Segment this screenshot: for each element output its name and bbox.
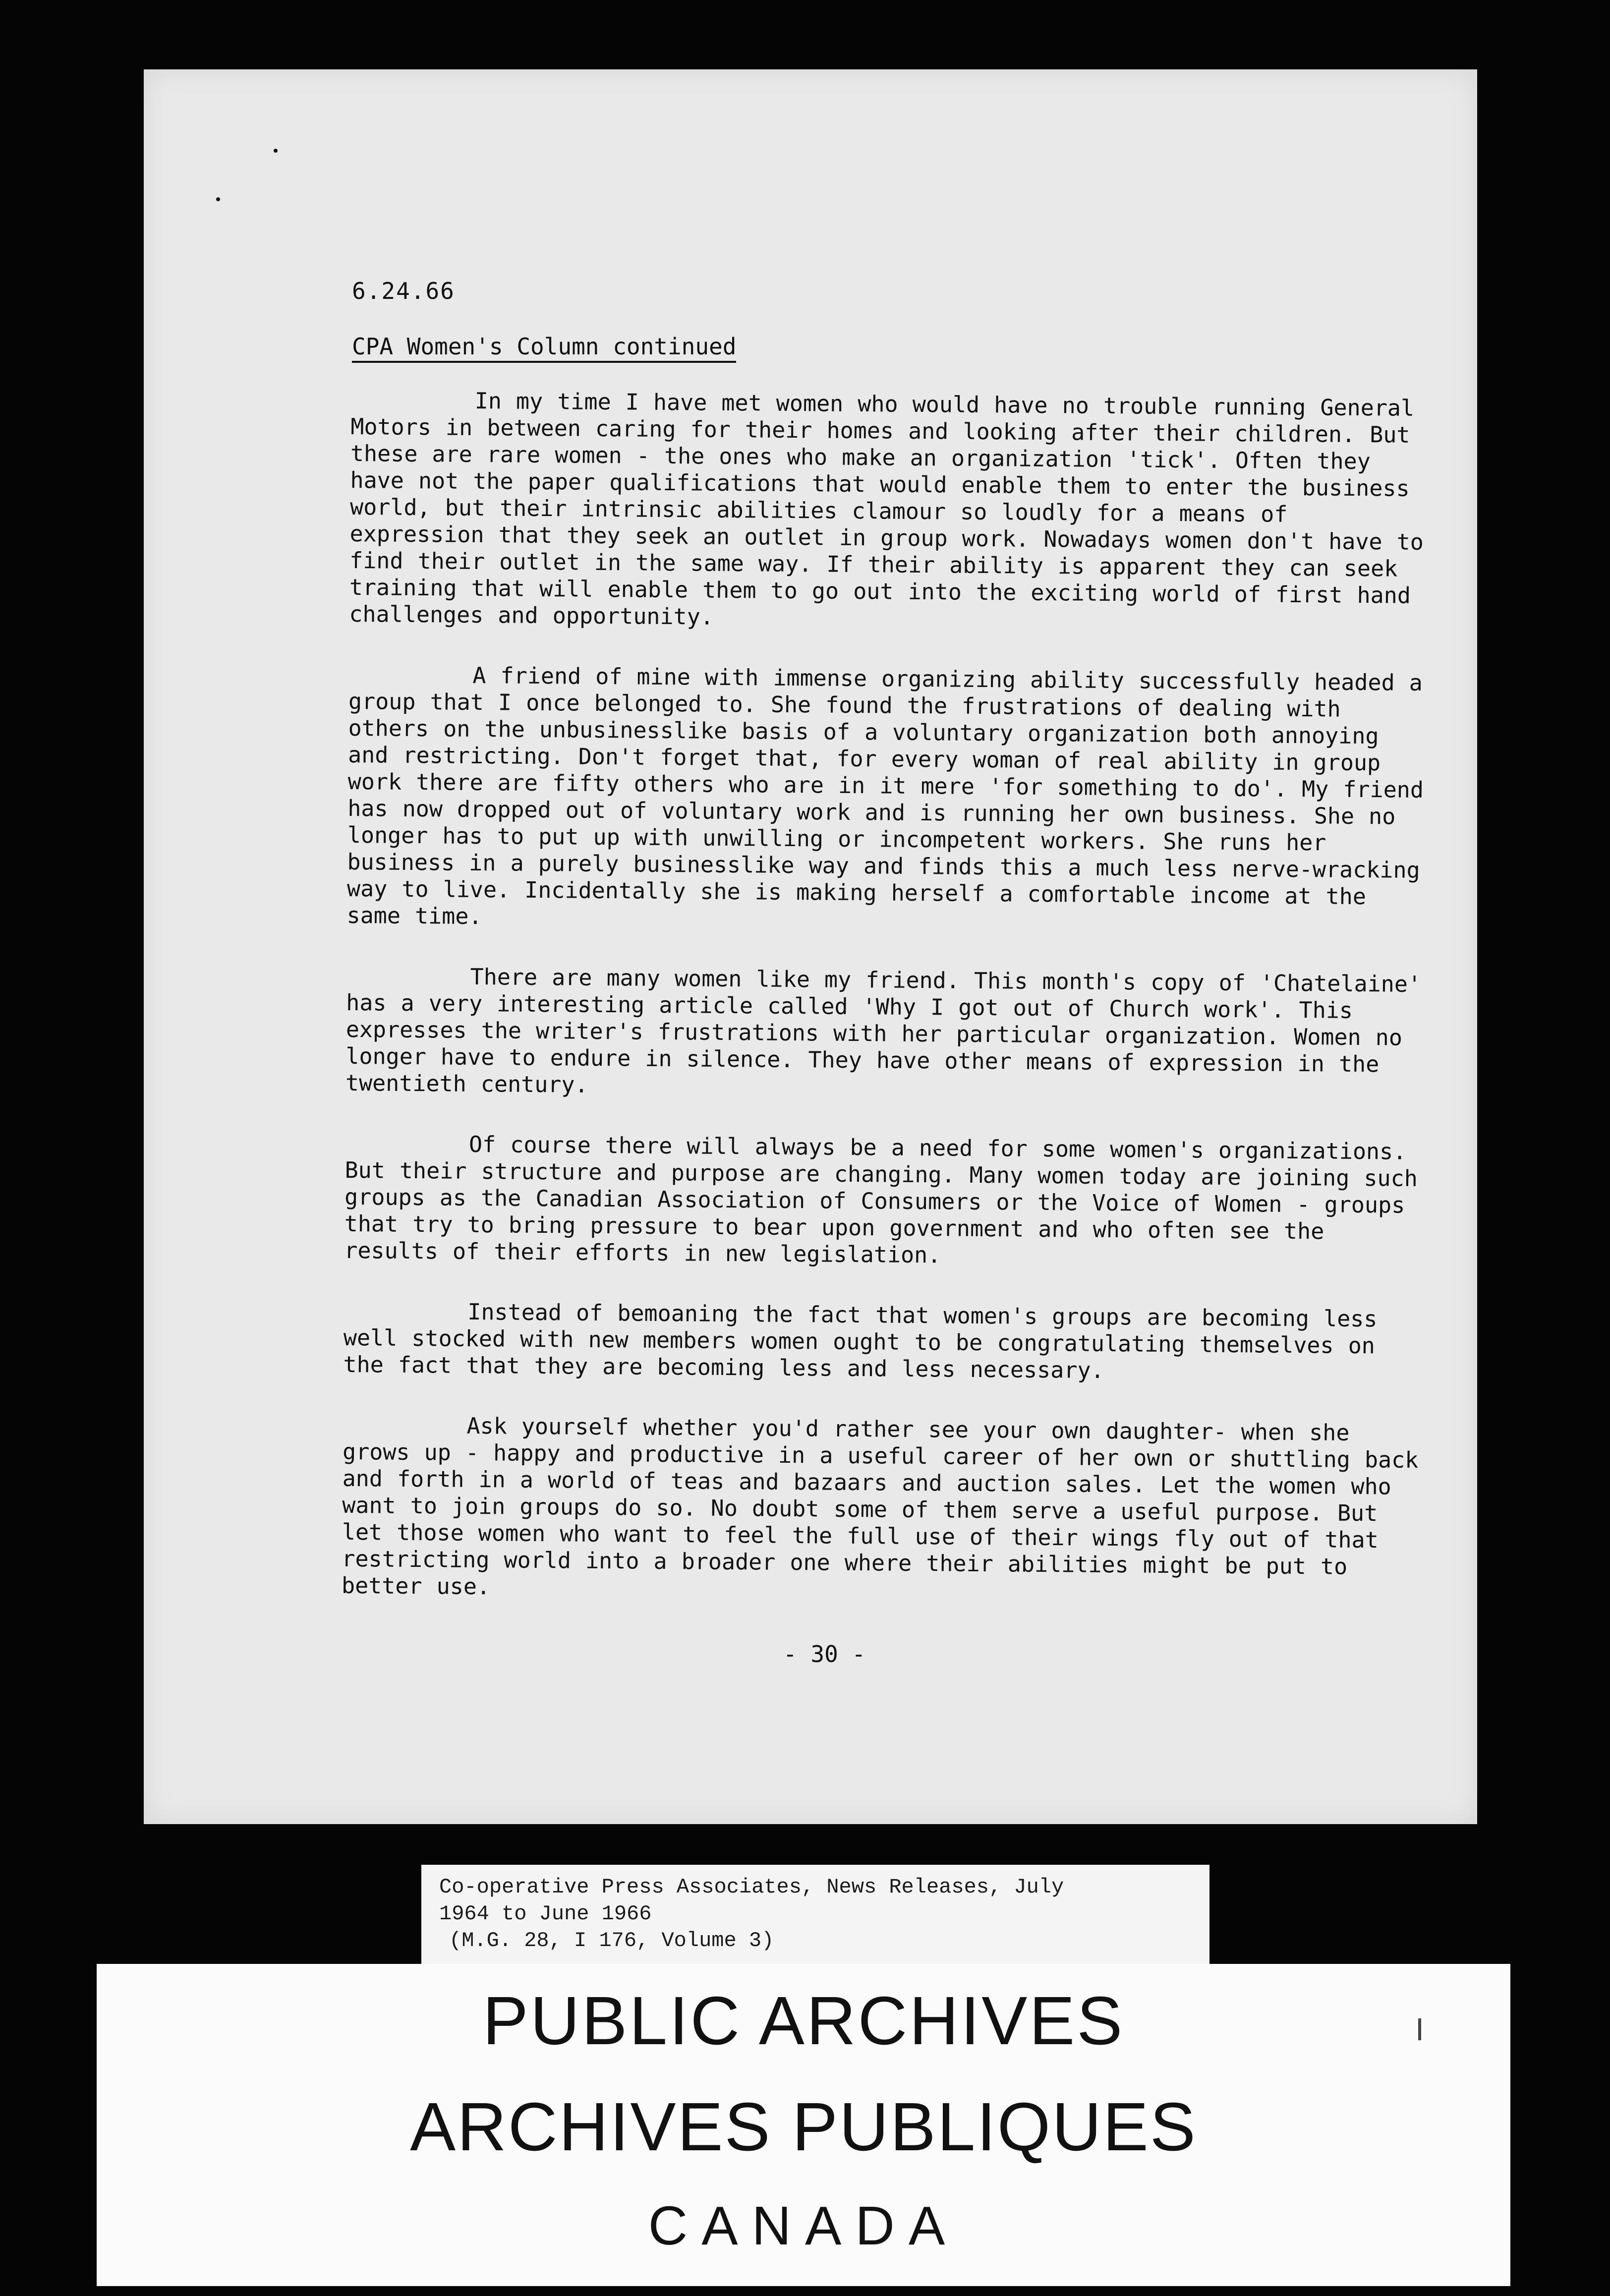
stamp-title-english: PUBLIC ARCHIVES [482,1983,1125,2059]
paragraph: In my time I have met women who would have no trouble running General Motors in between caring for their homes and looking after their children. But these are rare women - the ones who make an organization 'tick'. Often they have not the paper qualifications that would enable them to enter the business world, but their intrinsic abilities clamour so loudly for a means of expression that they seek an outlet in group work. Nowadays women don't have to find their outlet in the same way. If their ability is apparent they can seek training that will enable them to go out into the exciting world of first hand challenges and opportunity. [349,387,1424,630]
column-body [341,387,1432,1641]
paper-speck [216,197,220,201]
stamp-country: CANADA [648,2195,959,2256]
paragraph: Of course there will always be a need for some women's organizations. But their structure and purpose are changing. Many women today are joining such groups as the Canadian Association of Consumers or the Voice of Women - groups that try to bring pressure to bear upon government and who often see the results of their efforts in new legislation. [344,1131,1418,1268]
document-date: 6.24.66 [352,278,455,304]
paragraph: A friend of mine with immense organizing ability successfully headed a group that I once belonged to. She found the frustrations of dealing with others on the unbusinesslike basis of a voluntary organization both annoying and restricting. Don't forget that, for every woman of real ability in group work there are fifty others who are in it mere 'for something to do'. My friend has now dropped out of voluntary work and is running her own business. She no longer has to put up with unwilling or incompetent workers. She runs her business in a purely businesslike way and finds this a much less nerve-wracking way to live. Incidentally she is making herself a comfortable income at the same time. [346,662,1424,930]
caption-line: 1964 to June 1966 [439,1902,652,1926]
page-number: - 30 - [783,1641,866,1667]
paragraph: Ask yourself whether you'd rather see your own daughter- when she grows up - happy and productive in a useful career of her own or shuttling back and forth in a world of teas and bazaars and auction sales. Let the women who want to join groups do so. No doubt some of them serve a useful purpose. But let those women who want to feel the full use of their wings fly out of that restricting world into a broader one where their abilities might be put to better use. [341,1412,1419,1600]
document-page [144,69,1477,1824]
paper-speck [274,149,278,153]
archive-caption [421,1865,1209,1964]
paragraph: Instead of bemoaning the fact that women's groups are becoming less well stocked with new members women ought to be congratulating themselves on the fact that they are becoming less and less necessary. [343,1298,1378,1383]
paragraph: There are many women like my friend. This month's copy of 'Chatelaine' has a very interesting article called 'Why I got out of Church work'. This expresses the writer's frustrations with her particular organization. Women no longer have to endure in silence. They have other means of expression in the twentieth century. [345,963,1422,1098]
film-mark [1418,2018,1421,2040]
caption-line: Co-operative Press Associates, News Releases, July [439,1875,1064,1899]
document-heading: CPA Women's Column continued [352,333,736,363]
stamp-title-french: ARCHIVES PUBLIQUES [410,2089,1197,2165]
archives-stamp [97,1964,1510,2286]
caption-reference: (M.G. 28, I 176, Volume 3) [449,1929,774,1952]
